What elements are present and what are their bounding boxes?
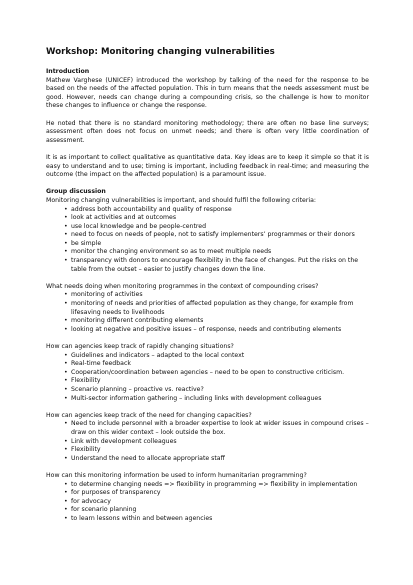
- list-item: [64, 498, 369, 507]
- bullet-icon: •: [64, 317, 68, 325]
- bullet-icon: •: [64, 437, 68, 445]
- bullet-icon: •: [64, 514, 68, 522]
- intro-paragraph: He noted that there is no standard monitoring methodology; there are often no base line surveys; assessment often does not focus on unmet needs; and there is often very little coordination of assessment.: [46, 119, 369, 144]
- section-question: How can agencies keep track of the need for changing capacities?: [46, 411, 252, 419]
- list-item: [64, 395, 369, 404]
- bullet-icon: •: [64, 214, 68, 222]
- list-item: [64, 206, 369, 215]
- list-item: [64, 317, 369, 326]
- list-item-text: Understand the need to allocate appropriate staff: [71, 454, 225, 462]
- list-item-text: Scenario planning – proactive vs. reactive?: [71, 385, 204, 393]
- list-item-text: for advocacy: [71, 497, 111, 505]
- intro-paragraph: It is as important to collect qualitative as quantitative data. Key ideas are to keep it simple so that it is easy to understand and to use; timing is important, including feedback in real-time; and measuring the outcome (the impact on the affected population) is a paramount issue.: [46, 153, 369, 179]
- section-question: What needs doing when monitoring programmes in the context of compounding crises?: [46, 282, 319, 290]
- list-item-text: monitor the changing environment so as to meet multiple needs: [71, 248, 272, 256]
- list-item: [64, 377, 369, 386]
- list-item: [64, 515, 369, 524]
- list-item-text: Cooperation/coordination between agencies – need to be open to constructive criticism.: [71, 368, 345, 376]
- list-item: [64, 489, 369, 498]
- section-list: [46, 481, 369, 524]
- list-item-text: to learn lessons within and between agencies: [71, 514, 213, 522]
- list-item-text: Flexibility: [71, 446, 101, 454]
- list-item: [64, 214, 369, 223]
- group-discussion-intro: Monitoring changing vulnerabilities is important, and should fulfil the following criteria:: [46, 196, 316, 204]
- bullet-icon: •: [64, 239, 68, 247]
- list-item: [64, 506, 369, 515]
- list-item-text: use local knowledge and be people-centred: [71, 222, 207, 230]
- page-title: Workshop: Monitoring changing vulnerabilities: [46, 47, 275, 57]
- bullet-icon: •: [64, 291, 68, 299]
- bullet-icon: •: [64, 300, 68, 308]
- section-question: How can agencies keep track of rapidly changing situations?: [46, 343, 234, 350]
- list-item: [64, 291, 369, 300]
- bullet-icon: •: [64, 480, 68, 488]
- list-item-text: to determine changing needs => flexibility in programming => flexibility in implementation: [71, 480, 358, 488]
- bullet-icon: •: [64, 489, 68, 497]
- list-item: [64, 223, 369, 232]
- bullet-icon: •: [64, 257, 68, 265]
- list-item-text: monitoring different contributing elements: [71, 317, 204, 325]
- list-item: [64, 352, 369, 361]
- bullet-icon: •: [64, 385, 68, 393]
- bullet-icon: •: [64, 231, 68, 239]
- bullet-icon: •: [64, 360, 68, 368]
- bullet-icon: •: [64, 351, 68, 359]
- list-item-text: Need to include personnel with a broader expertise to look at wider issues in compound crises – draw on this wider context – look outside the box.: [71, 420, 369, 436]
- list-item: [64, 360, 369, 369]
- list-item: [64, 231, 369, 240]
- list-item-text: monitoring of needs and priorities of affected population as they change, for example from lifesaving needs to livelihoods: [71, 300, 354, 316]
- group-discussion-heading: Group discussion: [46, 188, 106, 196]
- intro-paragraph: Mathew Varghese (UNICEF) introduced the workshop by talking of the need for the response to be based on the needs of the affected population. This in turn means that the needs assessment must be good. However, needs can change during a compounding crisis, so the challenge is how to monitor these changes to influence or change the response.: [46, 76, 369, 110]
- list-item-text: Link with development colleagues: [71, 437, 177, 445]
- list-item-text: be simple: [71, 239, 102, 247]
- list-item-text: for scenario planning: [71, 506, 137, 514]
- list-item: [64, 481, 369, 490]
- list-item-text: Real-time feedback: [71, 360, 131, 368]
- list-item-text: looking at negative and positive issues – of response, needs and contributing elements: [71, 325, 342, 333]
- list-item: [64, 438, 369, 447]
- list-item-text: need to focus on needs of people, not to satisfy implementers’ programmes or their donors: [71, 231, 355, 239]
- list-item-text: monitoring of activities: [71, 291, 143, 299]
- list-item-text: address both accountability and quality of response: [71, 205, 232, 213]
- list-item: [64, 248, 369, 257]
- bullet-icon: •: [64, 497, 68, 505]
- bullet-icon: •: [64, 446, 68, 454]
- bullet-icon: •: [64, 325, 68, 333]
- list-item: [64, 386, 369, 395]
- list-item: [64, 240, 369, 249]
- list-item-text: Flexibility: [71, 377, 101, 385]
- bullet-icon: •: [64, 205, 68, 213]
- bullet-icon: •: [64, 506, 68, 514]
- list-item-text: transparency with donors to encourage flexibility in the face of changes. Put the risks on the table from the outset – easier to justify changes down the line.: [71, 257, 359, 273]
- criteria-list: [46, 206, 369, 275]
- list-item: [64, 455, 369, 464]
- bullet-icon: •: [64, 394, 68, 402]
- bullet-icon: •: [64, 377, 68, 385]
- bullet-icon: •: [64, 222, 68, 230]
- intro-heading: Introduction: [46, 68, 90, 75]
- list-item: [64, 446, 369, 455]
- bullet-icon: •: [64, 420, 68, 428]
- bullet-icon: •: [64, 454, 68, 462]
- list-item-text: Multi-sector information gathering – including links with development colleagues: [71, 394, 322, 402]
- list-item-text: look at activities and at outcomes: [71, 214, 177, 222]
- bullet-icon: •: [64, 368, 68, 376]
- list-item: [64, 326, 369, 335]
- section-list: [46, 291, 369, 334]
- list-item: [64, 420, 369, 437]
- list-item: [64, 257, 369, 274]
- bullet-icon: •: [64, 248, 68, 256]
- list-item: [64, 369, 369, 378]
- section-list: [46, 352, 369, 404]
- list-item-text: Guidelines and indicators – adapted to the local context: [71, 351, 245, 359]
- section-question: How can this monitoring information be used to inform humanitarian programming?: [46, 471, 307, 479]
- section-list: [46, 420, 369, 463]
- list-item: [64, 300, 369, 317]
- list-item-text: for purposes of transparency: [71, 489, 161, 497]
